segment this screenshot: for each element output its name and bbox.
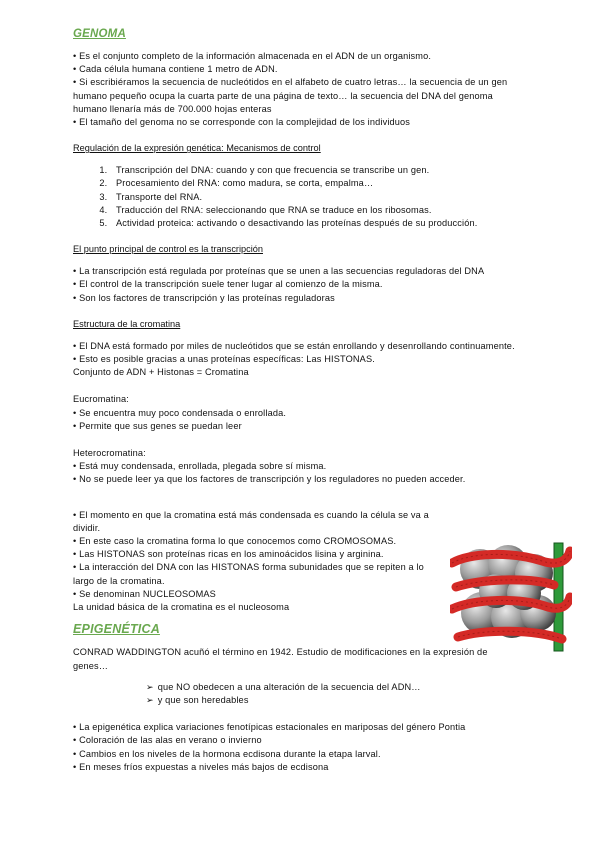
cromatina-formula: Conjunto de ADN + Histonas = Cromatina bbox=[73, 367, 249, 378]
arrow-text: que NO obedecen a una alteración de la secuencia del ADN… bbox=[157, 681, 421, 692]
regulacion-item: 5. Actividad proteica: activando o desactivando las proteínas después de su producción. bbox=[110, 217, 523, 230]
genoma-bullet: • El tamaño del genoma no se corresponde con la complejidad de los individuos bbox=[73, 116, 523, 129]
heterocromatina-list bbox=[73, 460, 523, 486]
nucleosomas-bullet: • La interacción del DNA con las HISTONAS forma subunidades que se repiten a lo largo de la cromatina. bbox=[73, 561, 433, 587]
heterocromatina-bullet: • Está muy condensada, enrollada, plegada sobre sí misma. bbox=[73, 460, 523, 473]
regulacion-list bbox=[73, 164, 523, 230]
nucleosomas-list bbox=[73, 509, 433, 601]
regulacion-item: 1. Transcripción del DNA: cuando y con que frecuencia se transcribe un gen. bbox=[110, 164, 523, 177]
epigenetica-arrow-line bbox=[73, 681, 523, 694]
nucleosomas-bullet: • El momento en que la cromatina está más condensada es cuando la célula se va a dividir. bbox=[73, 509, 433, 535]
epigenetica-list bbox=[73, 721, 523, 774]
control-bullet: • Son los factores de transcripción y las proteínas reguladoras bbox=[73, 292, 523, 305]
nucleosomas-bullet: • En este caso la cromatina forma lo que conocemos como CROMOSOMAS. bbox=[73, 535, 433, 548]
heterocromatina-label: Heterocromatina: bbox=[73, 448, 146, 459]
eucromatina-list bbox=[73, 407, 523, 433]
control-list bbox=[73, 265, 523, 305]
epigenetica-bullet: • Cambios en los niveles de la hormona ecdisona durante la etapa larval. bbox=[73, 748, 523, 761]
heterocromatina-bullet: • No se puede leer ya que los factores de transcripción y los reguladores no pueden acceder. bbox=[73, 473, 523, 486]
regulacion-item: 3. Transporte del RNA. bbox=[110, 191, 523, 204]
heading-epigenetica: EPIGENÉTICA bbox=[73, 622, 160, 637]
genoma-bullet: • Es el conjunto completo de la información almacenada en el ADN de un organismo. bbox=[73, 50, 523, 63]
arrow-text: y que son heredables bbox=[157, 694, 249, 705]
nucleosomas-bullet: • Se denominan NUCLEOSOMAS bbox=[73, 588, 433, 601]
epigenetica-arrow-line bbox=[73, 694, 523, 707]
epigenetica-intro: CONRAD WADDINGTON acuñó el término en 1942. Estudio de modificaciones en la expresión de genes… bbox=[73, 647, 488, 671]
genoma-bullet: • Si escribiéramos la secuencia de nucleótidos en el alfabeto de cuatro letras… la secuencia de un gen humano pequeño ocupa la cuarta parte de una página de texto… la secuencia del DNA del genoma humano llenaría más de 700.000 hojas enteras bbox=[73, 76, 523, 116]
heading-estructura: Estructura de la cromatina bbox=[73, 318, 181, 329]
estructura-bullet: • Esto es posible gracias a unas proteínas específicas: Las HISTONAS. bbox=[73, 353, 523, 366]
control-bullet: • La transcripción está regulada por proteínas que se unen a las secuencias reguladoras del DNA bbox=[73, 265, 523, 278]
epigenetica-bullet: • Coloración de las alas en verano o invierno bbox=[73, 734, 523, 747]
genoma-list bbox=[73, 50, 523, 129]
heading-control: El punto principal de control es la transcripción bbox=[73, 244, 263, 255]
arrow-icon: ➢ bbox=[146, 681, 154, 692]
nucleosomas-bullet: • Las HISTONAS son proteínas ricas en los aminoácidos lisina y arginina. bbox=[73, 548, 433, 561]
genoma-bullet: • Cada célula humana contiene 1 metro de ADN. bbox=[73, 63, 523, 76]
estructura-bullet: • El DNA está formado por miles de nucleótidos que se están enrollando y desenrollando continuamente. bbox=[73, 340, 523, 353]
epigenetica-bullet: • En meses fríos expuestas a niveles más bajos de ecdisona bbox=[73, 761, 523, 774]
heading-genoma: GENOMA bbox=[73, 28, 126, 40]
regulacion-item: 4. Traducción del RNA: seleccionando que RNA se traduce en los ribosomas. bbox=[110, 204, 523, 217]
epigenetica-bullet: • La epigenética explica variaciones fenotípicas estacionales en mariposas del género Pontia bbox=[73, 721, 523, 734]
control-bullet: • El control de la transcripción suele tener lugar al comienzo de la misma. bbox=[73, 278, 523, 291]
eucromatina-bullet: • Permite que sus genes se puedan leer bbox=[73, 420, 523, 433]
eucromatina-bullet: • Se encuentra muy poco condensada o enrollada. bbox=[73, 407, 523, 420]
eucromatina-label: Eucromatina: bbox=[73, 394, 129, 405]
arrow-icon: ➢ bbox=[146, 694, 154, 705]
regulacion-item: 2. Procesamiento del RNA: como madura, se corta, empalma… bbox=[110, 177, 523, 190]
estructura-list bbox=[73, 340, 523, 366]
nucleosoma-closing: La unidad básica de la cromatina es el nucleosoma bbox=[73, 602, 290, 613]
nucleosome-illustration bbox=[450, 533, 572, 655]
nucleosomas-section bbox=[73, 509, 433, 615]
heading-regulacion: Regulación de la expresión genética: Mecanismos de control bbox=[73, 143, 321, 154]
document-page bbox=[73, 28, 523, 774]
